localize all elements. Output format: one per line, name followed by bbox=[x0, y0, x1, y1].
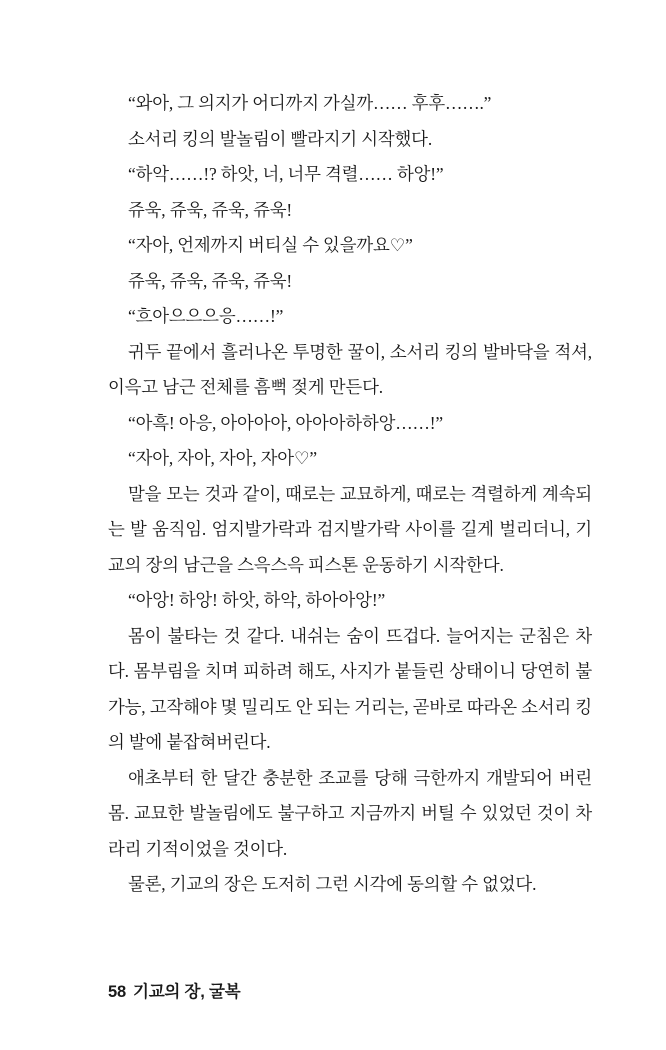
paragraph: 귀두 끝에서 흘러나온 투명한 꿀이, 소서리 킹의 발바닥을 적셔, 이윽고 남근 전체를 흠뻑 젖게 만든다. bbox=[108, 341, 597, 397]
paragraph: “와아, 그 의지가 어디까지 가실까…… 후후…….” bbox=[128, 93, 492, 113]
paragraph: 소서리 킹의 발놀림이 빨라지기 시작했다. bbox=[128, 128, 433, 149]
paragraph: 물론, 기교의 장은 도저히 그런 시각에 동의할 수 없었다. bbox=[128, 874, 537, 894]
paragraph: “자아, 언제까지 버티실 수 있을까요♡” bbox=[128, 235, 413, 255]
paragraph: “자아, 자아, 자아, 자아♡” bbox=[128, 448, 317, 468]
page-number: 58 bbox=[108, 983, 126, 1001]
paragraph: 쥬욱, 쥬욱, 쥬욱, 쥬욱! bbox=[128, 270, 293, 291]
paragraph: “흐아으으으응……!” bbox=[128, 306, 284, 326]
paragraph: “아앙! 하앙! 하앗, 하악, 하아아앙!” bbox=[128, 590, 386, 610]
page-footer bbox=[108, 978, 241, 1002]
paragraph: 애초부터 한 달간 충분한 조교를 당해 극한까지 개발되어 버린 몸. 교묘한 발놀림에도 불구하고 지금까지 버틸 수 있었던 것이 차라리 기적이었을 것이다. bbox=[108, 767, 597, 859]
page-body bbox=[108, 86, 597, 903]
paragraph: “하악……!? 하앗, 너, 너무 격렬…… 하앙!” bbox=[128, 164, 444, 184]
paragraph: 말을 모는 것과 같이, 때로는 교묘하게, 때로는 격렬하게 계속되는 발 움직임. 엄지발가락과 검지발가락 사이를 길게 벌리더니, 기교의 장의 남근을 스윽스윽 피스톤 운동하기 시작한다. bbox=[108, 483, 592, 575]
paragraph: “아흑! 아응, 아아아아, 아아아하하앙……!” bbox=[128, 412, 443, 433]
paragraph: 쥬욱, 쥬욱, 쥬욱, 쥬욱! bbox=[128, 199, 293, 220]
chapter-title: 기교의 장, 굴복 bbox=[132, 983, 241, 1001]
paragraph: 몸이 불타는 것 같다. 내쉬는 숨이 뜨겁다. 늘어지는 군침은 차다. 몸부림을 치며 피하려 해도, 사지가 붙들린 상태이니 당연히 불가능, 고작해야 몇 밀리도 안 되는 거리는, 곧바로 따라온 소서리 킹의 발에 붙잡혀버린다. bbox=[108, 625, 592, 752]
